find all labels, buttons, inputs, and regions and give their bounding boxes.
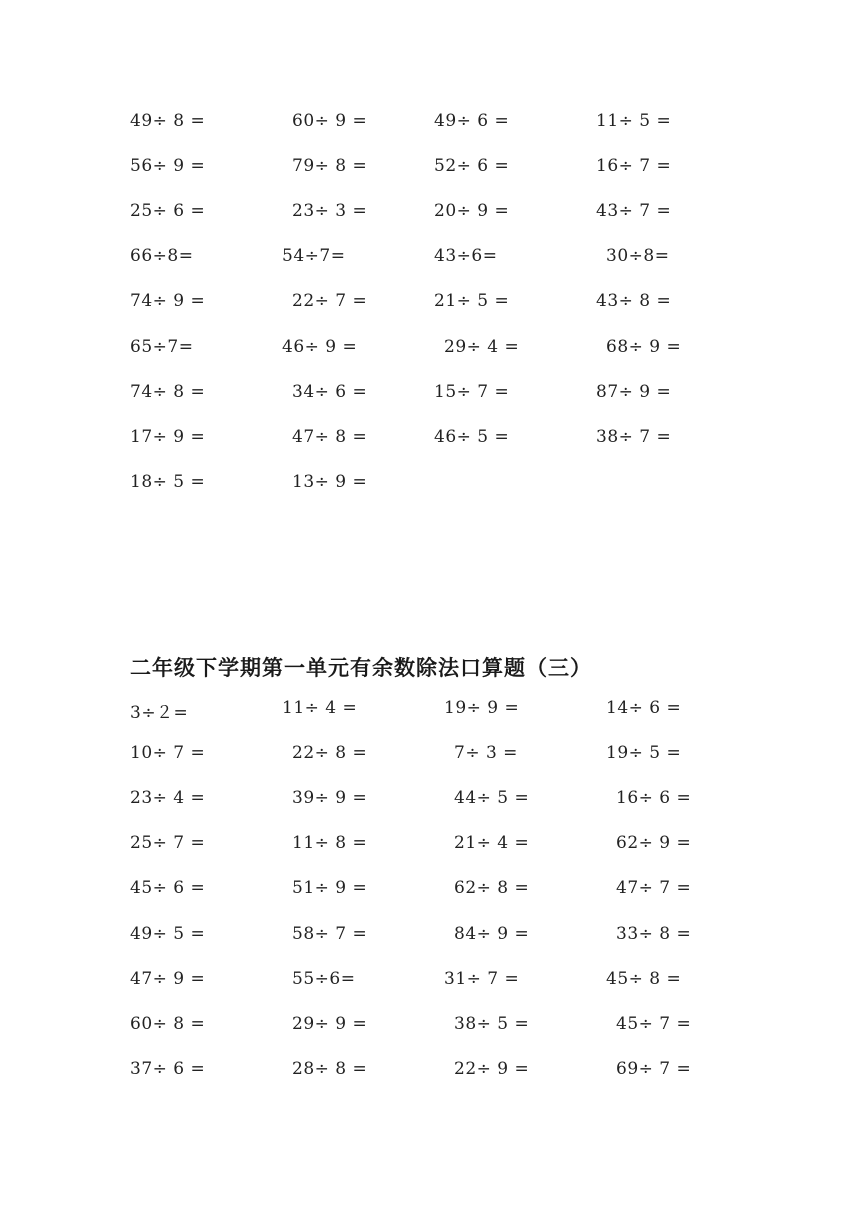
section-title: 二年级下学期第一单元有余数除法口算题（三） xyxy=(130,656,592,680)
division-problem: 34÷ 6 = xyxy=(292,382,368,402)
division-problem: 43÷6= xyxy=(434,246,498,266)
division-problem: 33÷ 8 = xyxy=(616,924,692,944)
division-problem: 60÷ 8 = xyxy=(130,1014,206,1034)
division-problem: 11÷ 4 = xyxy=(282,698,358,718)
division-problem: 10÷ 7 = xyxy=(130,743,206,763)
problem-row xyxy=(0,698,860,728)
problem-row xyxy=(0,111,860,141)
division-problem: 16÷ 6 = xyxy=(616,788,692,808)
problem-row xyxy=(0,472,860,502)
division-problem: 15÷ 7 = xyxy=(434,382,510,402)
division-problem: 68÷ 9 = xyxy=(606,337,682,357)
division-problem: 7÷ 3 = xyxy=(454,743,518,763)
division-problem: 47÷ 7 = xyxy=(616,878,692,898)
division-problem: 87÷ 9 = xyxy=(596,382,672,402)
division-problem: 51÷ 9 = xyxy=(292,878,368,898)
division-problem: 39÷ 9 = xyxy=(292,788,368,808)
problem-row xyxy=(0,156,860,186)
division-problem: 13÷ 9 = xyxy=(292,472,368,492)
problem-row xyxy=(0,743,860,773)
division-problem: 31÷ 7 = xyxy=(444,969,520,989)
division-problem: 44÷ 5 = xyxy=(454,788,530,808)
division-problem: 23÷ 4 = xyxy=(130,788,206,808)
division-problem: 62÷ 8 = xyxy=(454,878,530,898)
division-problem: 58÷ 7 = xyxy=(292,924,368,944)
division-problem: 74÷ 8 = xyxy=(130,382,206,402)
division-problem: 23÷ 3 = xyxy=(292,201,368,221)
division-problem: 49÷ 6 = xyxy=(434,111,510,131)
division-problem: 52÷ 6 = xyxy=(434,156,510,176)
problem-row xyxy=(0,382,860,412)
division-problem: 49÷ 5 = xyxy=(130,924,206,944)
division-problem: 29÷ 4 = xyxy=(444,337,520,357)
problem-row xyxy=(0,246,860,276)
division-problem: 11÷ 8 = xyxy=(292,833,368,853)
division-problem: 17÷ 9 = xyxy=(130,427,206,447)
division-problem: 19÷ 5 = xyxy=(606,743,682,763)
division-problem: 29÷ 9 = xyxy=(292,1014,368,1034)
division-problem: 28÷ 8 = xyxy=(292,1059,368,1079)
problem-row xyxy=(0,969,860,999)
problem-row xyxy=(0,427,860,457)
problem-row xyxy=(0,788,860,818)
problem-row xyxy=(0,1059,860,1089)
division-problem: 43÷ 8 = xyxy=(596,291,672,311)
division-problem: 18÷ 5 = xyxy=(130,472,206,492)
division-problem: 3÷２= xyxy=(130,703,189,723)
problem-row xyxy=(0,291,860,321)
division-problem: 22÷ 8 = xyxy=(292,743,368,763)
division-problem: 66÷8= xyxy=(130,246,194,266)
division-problem: 38÷ 7 = xyxy=(596,427,672,447)
division-problem: 65÷7= xyxy=(130,337,194,357)
division-problem: 45÷ 7 = xyxy=(616,1014,692,1034)
division-problem: 22÷ 7 = xyxy=(292,291,368,311)
division-problem: 47÷ 9 = xyxy=(130,969,206,989)
division-problem: 22÷ 9 = xyxy=(454,1059,530,1079)
division-problem: 55÷6= xyxy=(292,969,356,989)
division-problem: 16÷ 7 = xyxy=(596,156,672,176)
division-problem: 30÷8= xyxy=(606,246,670,266)
division-problem: 62÷ 9 = xyxy=(616,833,692,853)
division-problem: 46÷ 9 = xyxy=(282,337,358,357)
division-problem: 25÷ 6 = xyxy=(130,201,206,221)
division-problem: 84÷ 9 = xyxy=(454,924,530,944)
division-problem: 47÷ 8 = xyxy=(292,427,368,447)
division-problem: 45÷ 8 = xyxy=(606,969,682,989)
division-problem: 14÷ 6 = xyxy=(606,698,682,718)
division-problem: 21÷ 5 = xyxy=(434,291,510,311)
division-problem: 11÷ 5 = xyxy=(596,111,672,131)
division-problem: 45÷ 6 = xyxy=(130,878,206,898)
division-problem: 49÷ 8 = xyxy=(130,111,206,131)
division-problem: 74÷ 9 = xyxy=(130,291,206,311)
division-problem: 21÷ 4 = xyxy=(454,833,530,853)
problem-row xyxy=(0,201,860,231)
division-problem: 43÷ 7 = xyxy=(596,201,672,221)
division-problem: 56÷ 9 = xyxy=(130,156,206,176)
division-problem: 60÷ 9 = xyxy=(292,111,368,131)
problem-row xyxy=(0,924,860,954)
division-problem: 19÷ 9 = xyxy=(444,698,520,718)
division-problem: 54÷7= xyxy=(282,246,346,266)
problem-row xyxy=(0,1014,860,1044)
division-problem: 38÷ 5 = xyxy=(454,1014,530,1034)
problem-row xyxy=(0,833,860,863)
division-problem: 46÷ 5 = xyxy=(434,427,510,447)
division-problem: 69÷ 7 = xyxy=(616,1059,692,1079)
division-problem: 25÷ 7 = xyxy=(130,833,206,853)
division-problem: 20÷ 9 = xyxy=(434,201,510,221)
problem-row xyxy=(0,878,860,908)
problem-row xyxy=(0,337,860,367)
division-problem: 37÷ 6 = xyxy=(130,1059,206,1079)
division-problem: 79÷ 8 = xyxy=(292,156,368,176)
